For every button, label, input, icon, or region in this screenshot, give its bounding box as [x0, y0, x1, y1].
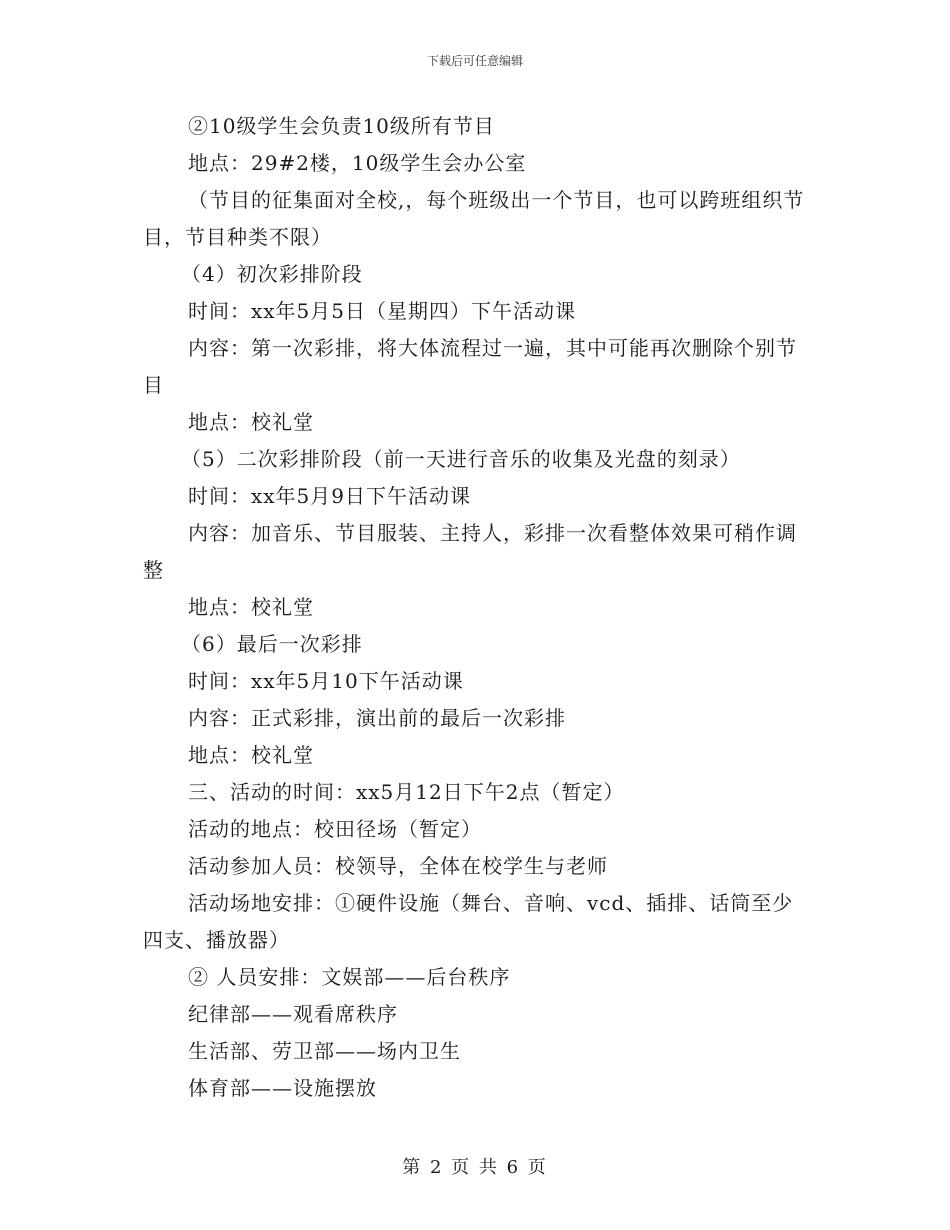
paragraph: （节目的征集面对全校,，每个班级出一个节目，也可以跨班组织节目，节目种类不限） [143, 188, 805, 249]
paragraph: ② 人员安排：文娱部——后台秩序 [188, 965, 511, 989]
paragraph: 生活部、劳卫部——场内卫生 [188, 1039, 461, 1063]
document-body [143, 108, 813, 1107]
paragraph: 内容：第一次彩排，将大体流程过一遍，其中可能再次删除个别节目 [143, 336, 797, 397]
paragraph: 体育部——设施摆放 [188, 1076, 377, 1100]
paragraph: 活动参加人员：校领导，全体在校学生与老师 [188, 854, 608, 878]
paragraph: 地点：校礼堂 [188, 743, 314, 767]
paragraph: （4）初次彩排阶段 [181, 262, 363, 286]
paragraph: 活动场地安排：①硬件设施（舞台、音响、vcd、插排、话筒至少四支、播放器） [143, 891, 794, 952]
paragraph: 时间：xx年5月9日下午活动课 [188, 484, 472, 508]
paragraph: 地点：29#2楼，10级学生会办公室 [188, 151, 527, 175]
paragraph: 时间：xx年5月10下午活动课 [188, 669, 464, 693]
paragraph: （5）二次彩排阶段（前一天进行音乐的收集及光盘的刻录） [181, 447, 741, 471]
page-number-footer: 第 2 页 共 6 页 [402, 1157, 548, 1178]
paragraph: 地点：校礼堂 [188, 410, 314, 434]
paragraph: 地点：校礼堂 [188, 595, 314, 619]
paragraph: （6）最后一次彩排 [181, 632, 363, 656]
paragraph: 时间：xx年5月5日（星期四）下午活动课 [188, 299, 577, 323]
paragraph: 活动的地点：校田径场（暂定） [188, 817, 482, 841]
page-header: 下载后可任意编辑 [426, 54, 523, 68]
paragraph: 内容：加音乐、节目服装、主持人，彩排一次看整体效果可稍作调整 [143, 521, 797, 582]
paragraph: ②10级学生会负责10级所有节目 [188, 114, 495, 138]
paragraph: 纪律部——观看席秩序 [188, 1002, 398, 1026]
paragraph: 内容：正式彩排，演出前的最后一次彩排 [188, 706, 566, 730]
paragraph: 三、活动的时间：xx5月12日下午2点（暂定） [188, 780, 625, 804]
